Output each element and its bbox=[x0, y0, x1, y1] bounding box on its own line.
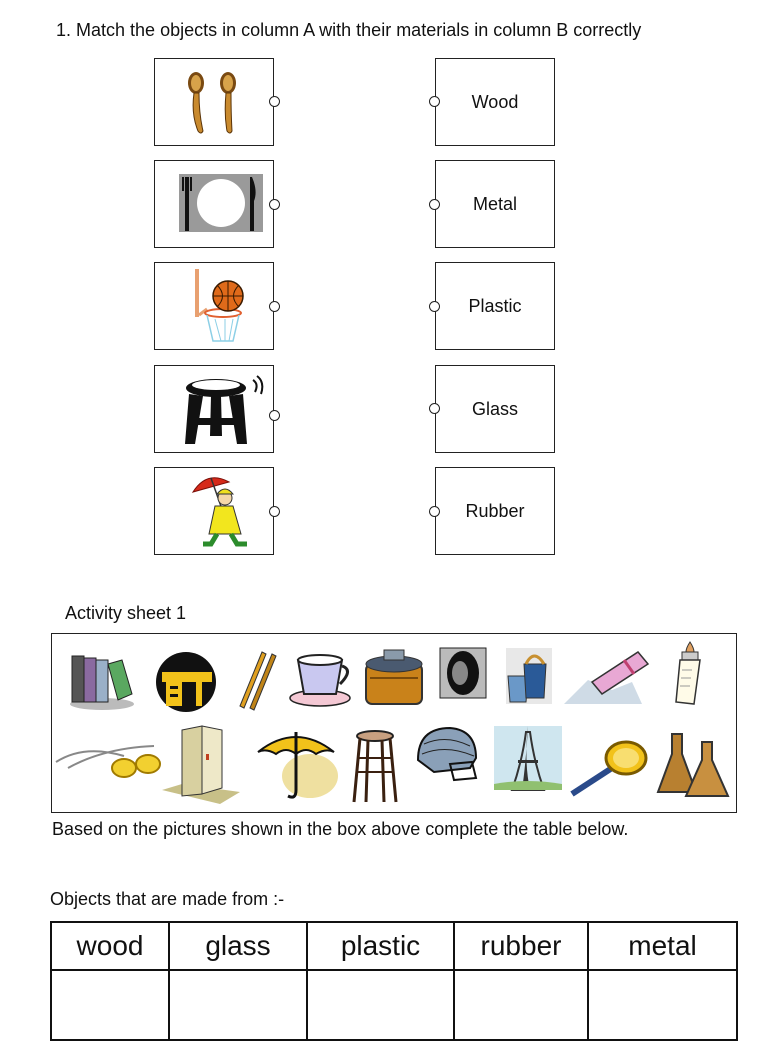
activity-sheet-title: Activity sheet 1 bbox=[65, 603, 187, 623]
baby-bottle-icon bbox=[670, 640, 710, 710]
table-row bbox=[51, 970, 737, 1040]
eraser-icon bbox=[562, 642, 654, 706]
flasks-icon bbox=[656, 730, 734, 800]
column-b-box-glass bbox=[435, 365, 555, 453]
column-b-box-rubber bbox=[435, 467, 555, 555]
material-label: Metal bbox=[472, 193, 517, 214]
umbrella-icon bbox=[252, 726, 342, 806]
instruction-text: Based on the pictures shown in the box above complete the table below. bbox=[52, 819, 629, 839]
column-b-connector-2[interactable] bbox=[429, 199, 440, 210]
column-a-box-4 bbox=[154, 365, 274, 453]
books-icon bbox=[64, 646, 140, 712]
plate-cutlery-icon bbox=[155, 161, 273, 247]
answer-cell-plastic[interactable] bbox=[307, 970, 454, 1040]
wardrobe-icon bbox=[162, 724, 242, 804]
buckets-icon bbox=[498, 642, 556, 708]
material-label: Glass bbox=[471, 398, 518, 419]
eiffel-tower-icon bbox=[492, 722, 564, 794]
column-b-box-metal bbox=[435, 160, 555, 248]
column-a-connector-5[interactable] bbox=[269, 506, 280, 517]
answer-cell-metal[interactable] bbox=[588, 970, 737, 1040]
column-b-box-wood bbox=[435, 58, 555, 146]
column-a-connector-2[interactable] bbox=[269, 199, 280, 210]
magnifying-glass-icon bbox=[568, 738, 652, 800]
spectacles-icon bbox=[54, 738, 162, 786]
desk-icon bbox=[152, 650, 222, 712]
material-label: Rubber bbox=[465, 500, 525, 521]
column-a-connector-1[interactable] bbox=[269, 96, 280, 107]
header-wood: wood bbox=[51, 922, 169, 970]
column-a-box-2 bbox=[154, 160, 274, 248]
column-a-box-5 bbox=[154, 467, 274, 555]
column-b-connector-5[interactable] bbox=[429, 506, 440, 517]
table-header-row bbox=[51, 922, 737, 970]
spoons-icon bbox=[155, 59, 273, 145]
answer-cell-wood[interactable] bbox=[51, 970, 169, 1040]
material-label: Plastic bbox=[468, 295, 522, 316]
pencils-icon bbox=[232, 646, 280, 712]
material-label: Wood bbox=[471, 91, 519, 112]
answer-cell-rubber[interactable] bbox=[454, 970, 588, 1040]
materials-table bbox=[50, 921, 738, 1041]
header-plastic: plastic bbox=[307, 922, 454, 970]
header-glass: glass bbox=[169, 922, 307, 970]
bar-stool-icon bbox=[350, 728, 400, 804]
objects-label: Objects that are made from :- bbox=[50, 889, 285, 909]
stool-icon bbox=[155, 366, 273, 452]
column-a-connector-3[interactable] bbox=[269, 301, 280, 312]
column-a-connector-4[interactable] bbox=[269, 410, 280, 421]
header-metal: metal bbox=[588, 922, 737, 970]
question-title bbox=[56, 20, 641, 41]
tin-box-icon bbox=[360, 644, 428, 708]
column-b-box-plastic bbox=[435, 262, 555, 350]
column-b-connector-1[interactable] bbox=[429, 96, 440, 107]
column-b-connector-4[interactable] bbox=[429, 403, 440, 414]
column-a-box-1 bbox=[154, 58, 274, 146]
activity-picture-box bbox=[51, 633, 737, 813]
column-a-box-3 bbox=[154, 262, 274, 350]
basketball-hoop-icon bbox=[155, 263, 273, 349]
column-b-connector-3[interactable] bbox=[429, 301, 440, 312]
tyre-icon bbox=[438, 646, 488, 700]
answer-cell-glass[interactable] bbox=[169, 970, 307, 1040]
question-number: 1. bbox=[56, 20, 72, 40]
header-rubber: rubber bbox=[454, 922, 588, 970]
question-text: Match the objects in column A with their materials in column B correctly bbox=[76, 20, 642, 40]
cup-saucer-icon bbox=[288, 648, 356, 708]
helmet-icon bbox=[410, 724, 482, 786]
raincoat-child-icon bbox=[155, 468, 273, 554]
